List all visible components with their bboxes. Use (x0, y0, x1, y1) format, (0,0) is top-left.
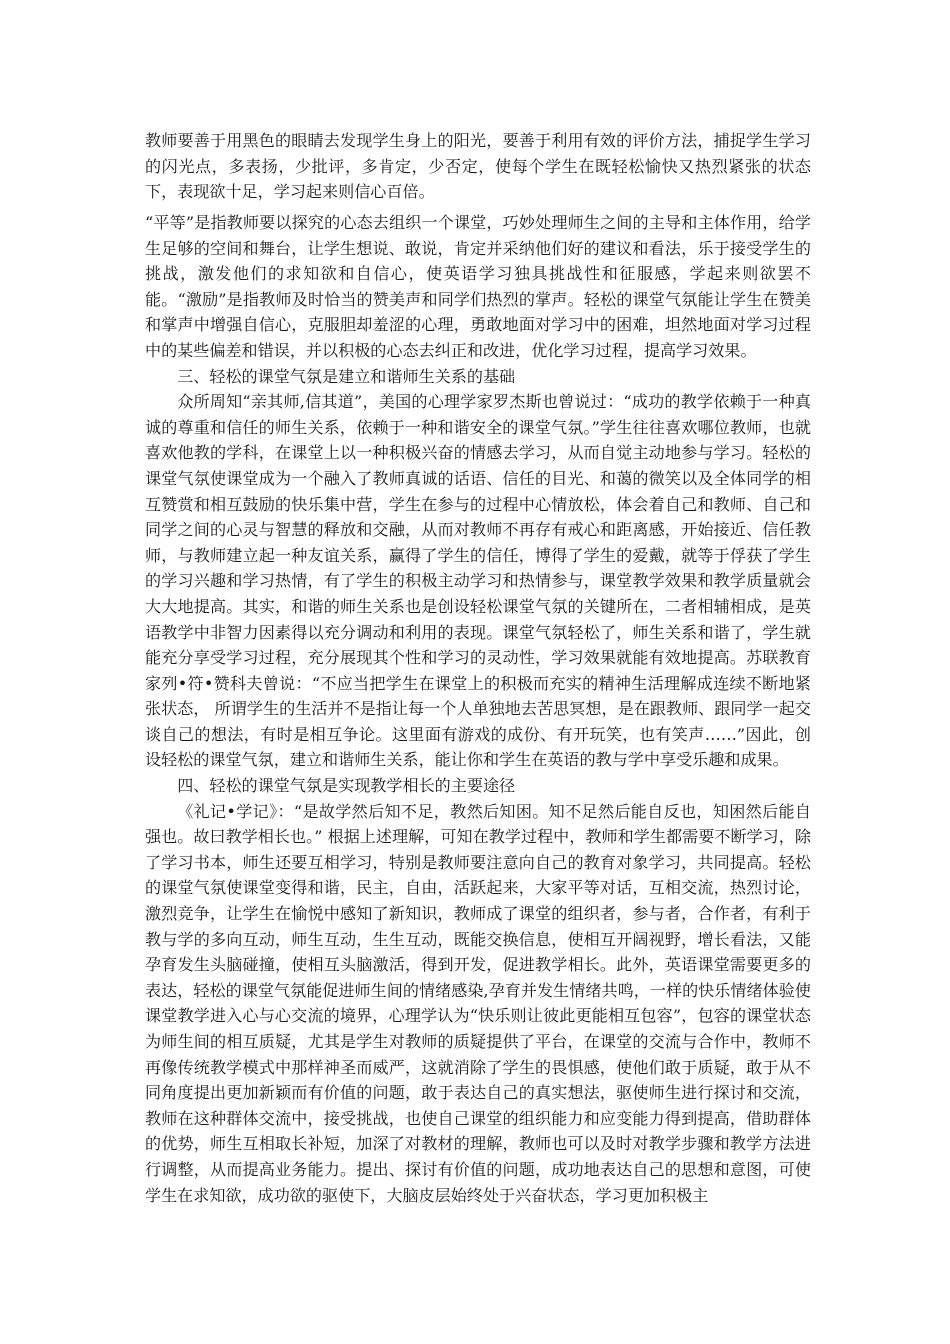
paragraph-3: 众所周知“亲其师,信其道”，美国的心理学家罗杰斯也曾说过：“成功的教学依赖于一种真诚的尊重和信任的师生关系，依赖于一种和谐安全的课堂气氛。”学生往往喜欢哪位教师，也就喜欢他教的学科，在课堂上以一种积极兴奋的情感去学习，从而自觉主动地参与学习。轻松的课堂气氛使课堂成为一个融入了教师真诚的话语、信任的目光、和蔼的微笑以及全体同学的相互赞赏和相互鼓励的快乐集中营，学生在参与的过程中心情放松，体会着自己和教师、自己和同学之间的心灵与智慧的释放和交融，从而对教师不再存有戒心和距离感，开始接近、信任教师，与教师建立起一种友谊关系，赢得了学生的信任，博得了学生的爱戴，就等于俘获了学生的学习兴趣和学习热情，有了学生的积极主动学习和热情参与，课堂教学效果和教学质量就会大大地提高。其实，和谐的师生关系也是创设轻松课堂气氛的关键所在，二者相辅相成，是英语教学中非智力因素得以充分调动和利用的表现。课堂气氛轻松了，师生关系和谐了，学生就能充分享受学习过程，充分展现其个性和学习的灵动性，学习效果就能有效地提高。苏联教育家列•符•赞科夫曾说：“不应当把学生在课堂上的积极而充实的精神生活理解成连续不断地紧张状态， 所谓学生的生活并不是指让每一个人单独地去苦思冥想，是在跟教师、跟同学一起交谈自己的想法，有时是相互争论。这里面有游戏的成份、有开玩笑，也有笑声……”因此，创设轻松的课堂气氛，建立和谐师生关系，能让你和学生在英语的教与学中享受乐趣和成果。 (145, 392, 811, 770)
paragraph-1: 教师要善于用黑色的眼睛去发现学生身上的阳光，要善于利用有效的评价方法，捕捉学生学习的闪光点，多表扬，少批评，多肯定，少否定，使每个学生在既轻松愉快又热烈紧张的状态下，表现欲十足，学习起来则信心百倍。 (145, 131, 811, 202)
paragraph-4: 《礼记•学记》：“是故学然后知不足，教然后知困。知不足然后能自反也，知困然后能自强也。故曰教学相长也。” 根据上述理解，可知在教学过程中，教师和学生都需要不断学习，除了学习书本，师生还要互相学习，特别是教师要注意向自己的教育对象学习，共同提高。轻松的课堂气氛使课堂变得和谐，民主，自由，活跃起来，大家平等对话，互相交流，热烈讨论，激烈竞争，让学生在愉悦中感知了新知识，教师成了课堂的组织者，参与者，合作者，有利于教与学的多向互动，师生互动，生生互动，既能交换信息，使相互开阔视野，增长看法，又能孕育发生头脑碰撞，使相互头脑激活，得到开发，促进教学相长。此外，英语课堂需要更多的表达，轻松的课堂气氛能促进师生间的情绪感染,孕育并发生情绪共鸣，一样的快乐情绪体验使课堂教学进入心与心交流的境界，心理学认为“快乐则让彼此更能相互包容”，包容的课堂状态为师生间的相互质疑，尤其是学生对教师的质疑提供了平台，在课堂的交流与合作中，教师不再像传统教学模式中那样神圣而威严，这就消除了学生的畏惧感，使他们敢于质疑，敢于从不同角度提出更加新颖而有价值的问题，敢于表达自己的真实想法，驱使师生进行探讨和交流，教师在这种群体交流中，接受挑战，也使自己课堂的组织能力和应变能力得到提高，借助群体的优势，师生互相取长补短，加深了对教材的理解，教师也可以及时对教学步骤和教学方法进行调整，从而提高业务能力。提出、探讨有价值的问题，成功地表达自己的思想和意图，可使学生在求知欲，成功欲的驱使下，大脑皮层始终处于兴奋状态，学习更加积极主 (145, 801, 811, 1205)
section-heading-4: 四、轻松的课堂气氛是实现教学相长的主要途径 (177, 776, 516, 796)
main-block (145, 210, 811, 1208)
intro-block (145, 128, 811, 205)
paragraph-2: “平等”是指教师要以探究的心态去组织一个课堂，巧妙处理师生之间的主导和主体作用，给学生足够的空间和舞台，让学生想说、敢说，肯定并采纳他们好的建议和看法，乐于接受学生的挑战，激发他们的求知欲和自信心，使英语学习独具挑战性和征服感，学起来则欲罢不能。“激励”是指教师及时恰当的赞美声和同学们热烈的掌声。轻松的课堂气氛能让学生在赞美和掌声中增强自信心，克服胆却羞涩的心理，勇敢地面对学习中的困难，坦然地面对学习过程中的某些偏差和错误，并以积极的心态去纠正和改进，优化学习过程，提高学习效果。 (145, 213, 811, 360)
section-heading-3: 三、轻松的课堂气氛是建立和谐师生关系的基础 (177, 366, 516, 386)
